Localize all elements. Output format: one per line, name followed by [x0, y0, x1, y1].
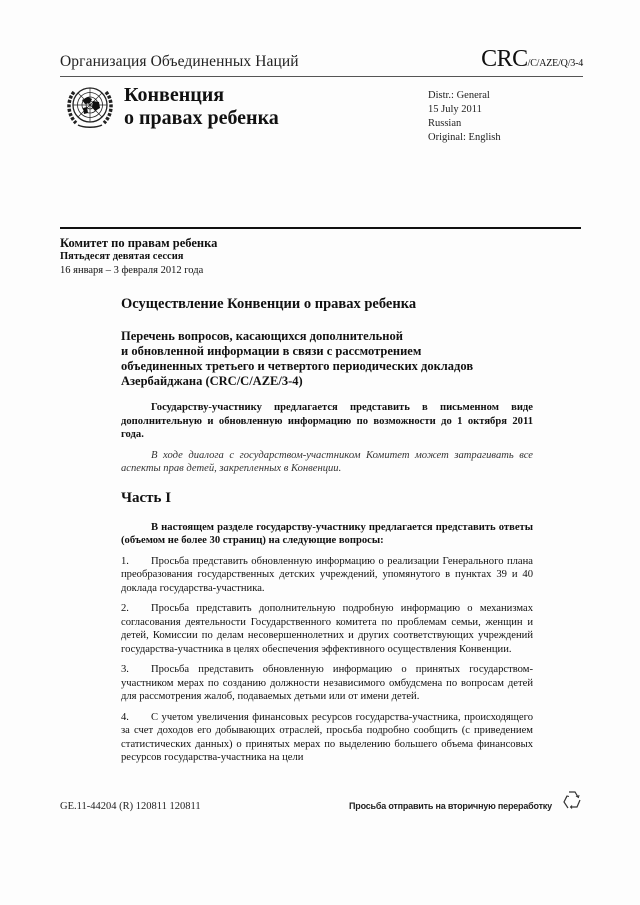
document-title: Осуществление Конвенции о правах ребенка [121, 296, 417, 312]
convention-title-line2: о правах ребенка [124, 107, 279, 129]
recycle-icon [561, 789, 583, 811]
subtitle-line: и обновленной информации в связи с рассмотрением [121, 344, 422, 358]
part-intro: В настоящем разделе государству-участнику предлагается представить ответы (объемом не более 30 страниц) на следующие вопросы: [121, 521, 533, 546]
recycle-notice: Просьба отправить на вторичную переработку [349, 801, 552, 811]
distribution-block [428, 89, 501, 145]
subtitle-line: Азербайджана (CRC/C/AZE/3-4) [121, 374, 303, 388]
question-text: Просьба представить обновленную информацию о реализации Генерального плана преобразования государственных детских учреждений, упомянутого в пунктах 39 и 40 доклада государства-участника. [121, 555, 533, 594]
distribution-type: Distr.: General [428, 90, 490, 101]
document-symbol-main: CRC [481, 46, 528, 72]
question-text: С учетом увеличения финансовых ресурсов государства-участника, происходящего за счет доходов его добывающих отраслей, просьба подробно сообщить (с приведением статистических данных) о принятых мерах по выделению большего объема финансовых ресурсов государства-участника на цели [121, 711, 533, 763]
question-number: 3. [121, 664, 129, 675]
document-symbol [481, 46, 583, 73]
question-item [121, 711, 533, 765]
original-language: Original: English [428, 132, 501, 143]
document-body [121, 296, 533, 772]
un-emblem-icon [64, 80, 116, 132]
intro-paragraph: Государству-участнику предлагается представить в письменном виде дополнительную и обновленную информацию по возможности до 1 октября 2011 года. [121, 402, 533, 440]
convention-title [124, 84, 279, 130]
convention-title-line1: Конвенция [124, 84, 225, 106]
question-number: 2. [121, 603, 129, 614]
question-item [121, 555, 533, 596]
question-number: 4. [121, 711, 129, 723]
subtitle-line: объединенных третьего и четвертого периодических докладов [121, 359, 474, 373]
session-name: Пятьдесят девятая сессия [60, 251, 184, 262]
section-rule [60, 227, 581, 229]
committee-name: Комитет по правам ребенка [60, 236, 218, 250]
part-heading: Часть I [121, 489, 172, 506]
committee-block [60, 236, 217, 278]
session-dates: 16 января – 3 февраля 2012 года [60, 265, 204, 276]
question-item [121, 602, 533, 656]
question-item [121, 663, 533, 704]
header-rule [60, 76, 583, 77]
question-number: 1. [121, 555, 129, 567]
document-symbol-suffix: /C/AZE/Q/3-4 [527, 58, 583, 69]
question-text: Просьба представить обновленную информацию о принятых государством-участником мерах по созданию должности независимого омбудсмена по вопросам детей для рассмотрения жалоб, подаваемых детьми или от имени детей. [121, 664, 533, 702]
organization-name: Организация Объединенных Наций [60, 53, 299, 70]
document-language: Russian [428, 118, 462, 129]
document-subtitle [121, 329, 533, 389]
question-text: Просьба представить дополнительную подробную информацию о механизмах согласования деятельности Государственного комитета по проблемам семьи, женщин и детей, Комиссии по делам несовершеннолетних и других соответствующих учреждений государства-участника в целях обеспечения эффективного осуществления Конвенции. [121, 603, 533, 655]
distribution-date: 15 July 2011 [428, 104, 482, 115]
subtitle-line: Перечень вопросов, касающихся дополнительной [121, 329, 403, 343]
job-number: GE.11-44204 (R) 120811 120811 [60, 801, 201, 812]
dialogue-note: В ходе диалога с государством-участником Комитет может затрагивать все аспекты прав детей, закрепленных в Конвенции. [121, 449, 533, 474]
